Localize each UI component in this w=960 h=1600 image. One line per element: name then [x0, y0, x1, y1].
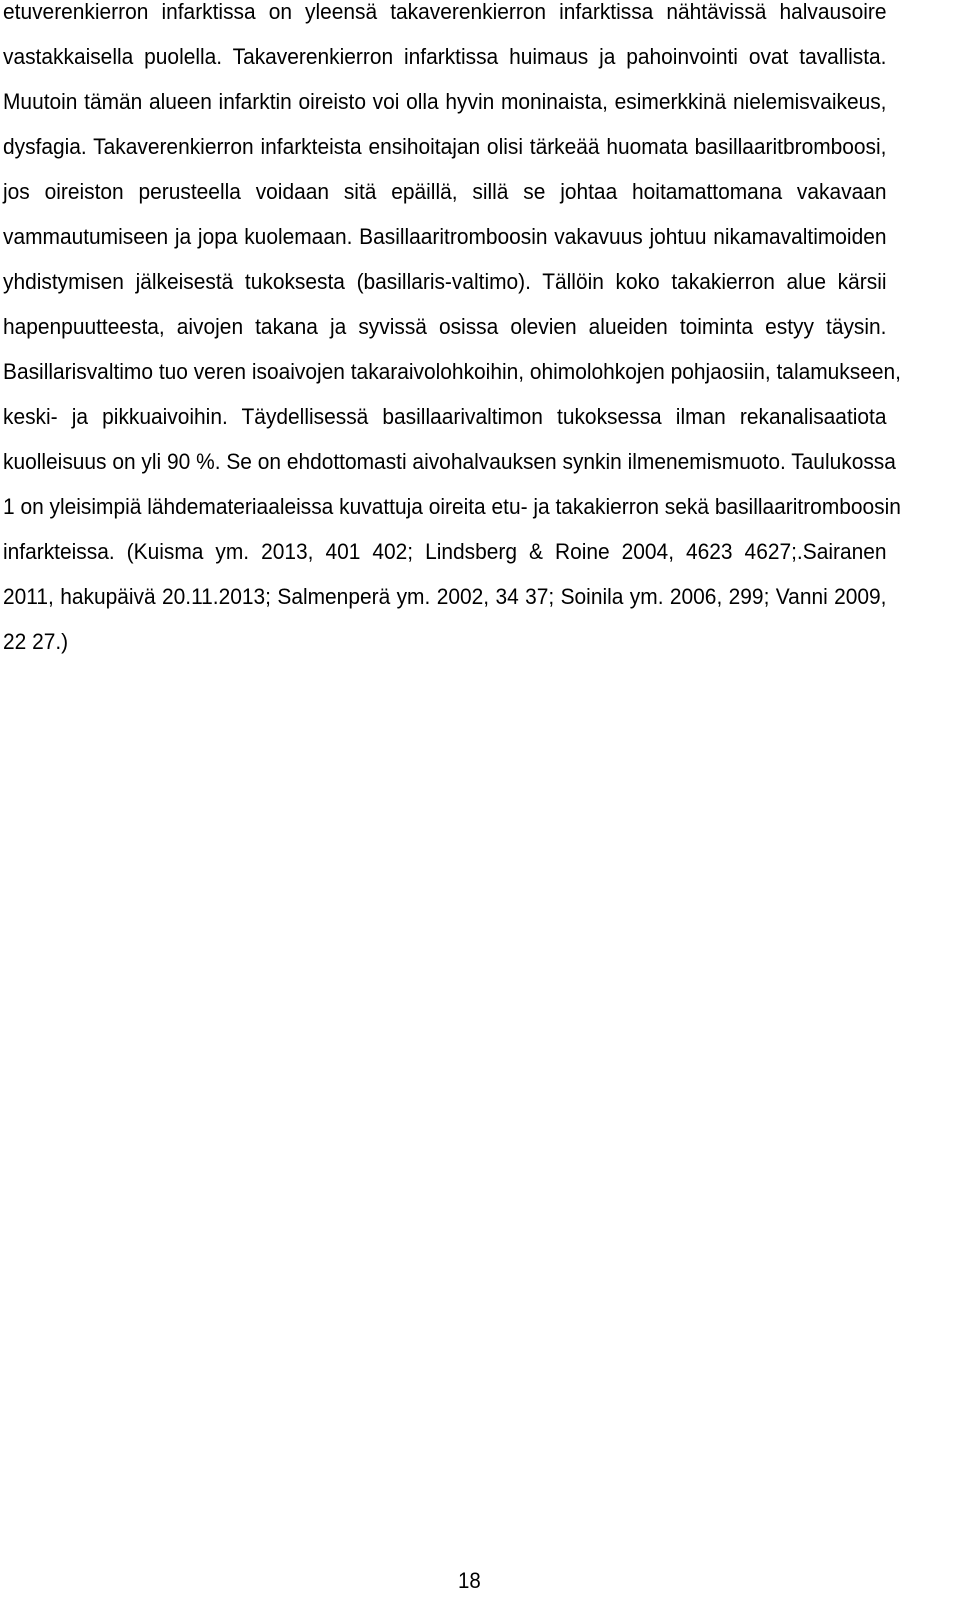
text-line-2: vastakkaisella puolella. Takaverenkierron infarktissa huimaus ja pahoinvointi ovat tavallista.	[3, 44, 887, 69]
text-line-13: infarkteissa. (Kuisma ym. 2013, 401 402; Lindsberg & Roine 2004, 4623 4627;.Sairanen	[3, 539, 887, 564]
text-line-14: 2011, hakupäivä 20.11.2013; Salmenperä ym. 2002, 34 37; Soinila ym. 2006, 299; Vanni 2009,	[3, 584, 887, 609]
text-line-3: Muutoin tämän alueen infarktin oireisto voi olla hyvin moninaista, esimerkkinä nielemisvaikeus,	[3, 89, 887, 114]
text-line-5: jos oireiston perusteella voidaan sitä epäillä, sillä se johtaa hoitamattomana vakavaan	[3, 179, 887, 204]
text-line-8: hapenpuutteesta, aivojen takana ja syvissä osissa olevien alueiden toiminta estyy täysin.	[3, 314, 887, 339]
text-line-7: yhdistymisen jälkeisestä tukoksesta (basillaris-valtimo). Tällöin koko takakierron alue kärsii	[3, 269, 887, 294]
text-line-6: vammautumiseen ja jopa kuolemaan. Basillaaritromboosin vakavuus johtuu nikamavaltimoiden	[3, 224, 887, 249]
text-line-11: kuolleisuus on yli 90 %. Se on ehdottomasti aivohalvauksen synkin ilmenemismuoto. Taulukossa	[3, 449, 896, 474]
text-line-4: dysfagia. Takaverenkierron infarkteista ensihoitajan olisi tärkeää huomata basillaaritbromboosi,	[3, 134, 887, 159]
text-line-1: etuverenkierron infarktissa on yleensä takaverenkierron infarktissa nähtävissä halvausoire	[3, 0, 887, 24]
text-line-9: Basillarisvaltimo tuo veren isoaivojen takaraivolohkoihin, ohimolohkojen pohjaosiin, talamukseen,	[3, 359, 901, 384]
text-line-12: 1 on yleisimpiä lähdemateriaaleissa kuvattuja oireita etu- ja takakierron sekä basillaaritromboosin	[3, 494, 901, 519]
text-line-10: keski- ja pikkuaivoihin. Täydellisessä basillaarivaltimon tukoksessa ilman rekanalisaatiota	[3, 404, 887, 429]
page-number: 18	[458, 1568, 481, 1593]
text-line-15: 22 27.)	[3, 629, 69, 654]
